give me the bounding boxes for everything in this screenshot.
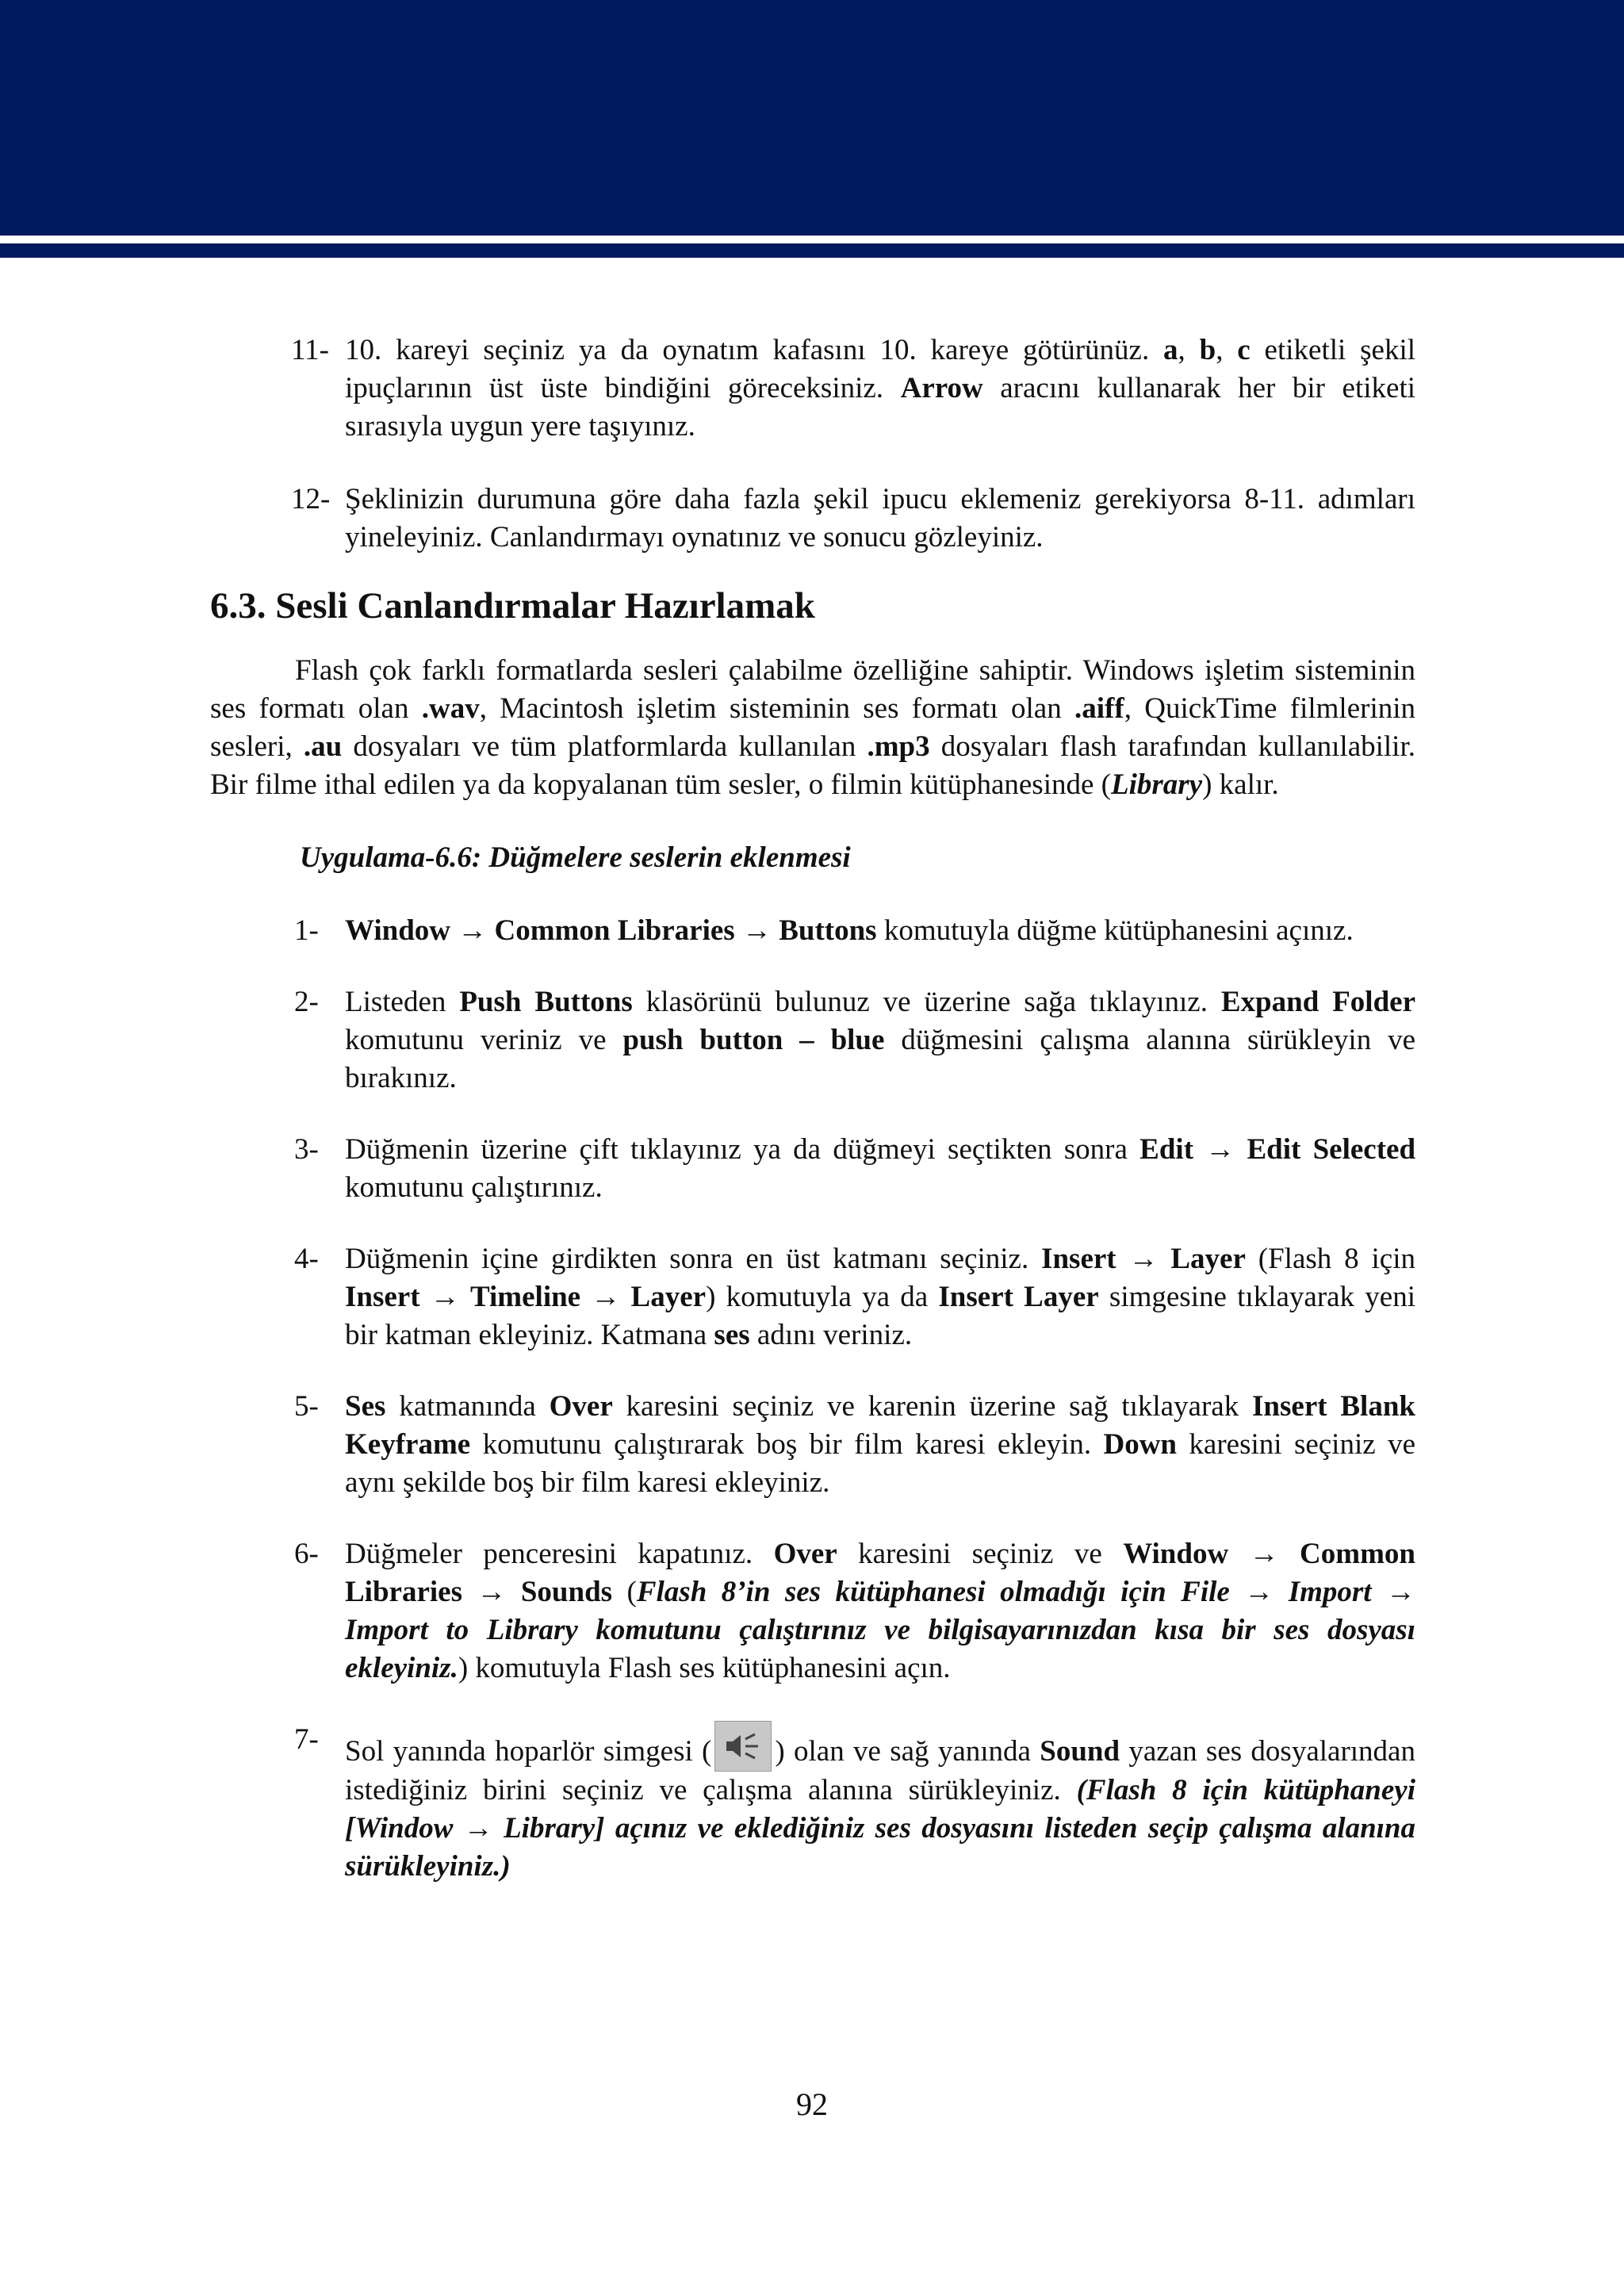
step-item bbox=[210, 1721, 1415, 1886]
step-text-after-icon: ) olan ve sağ yanında Sound yazan ses dosyalarından istediğiniz birini seçiniz ve çalışma alanına sürükleyiniz. (Flash 8 için kütüphaneyi [Window → Library] açınız ve eklediğiniz ses dosyasını listeden seçip çalışma alanına sürükleyiniz.) bbox=[345, 1735, 1416, 1883]
list-item bbox=[210, 481, 1415, 557]
step-number: 5- bbox=[294, 1390, 319, 1423]
list-item bbox=[210, 331, 1415, 446]
item-number: 11- bbox=[291, 334, 329, 366]
speaker-icon bbox=[714, 1721, 772, 1772]
step-number: 6- bbox=[294, 1538, 319, 1570]
section-heading: 6.3. Sesli Canlandırmalar Hazırlamak bbox=[210, 585, 815, 626]
item-number: 12- bbox=[291, 483, 331, 515]
header-divider bbox=[0, 236, 1624, 243]
page-number: 92 bbox=[796, 2086, 828, 2122]
step-number: 1- bbox=[294, 914, 319, 947]
step-item bbox=[210, 983, 1415, 1098]
item-text: Şeklinizin durumuna göre daha fazla şekil ipucu eklemeniz gerekiyorsa 8-11. adımları yineleyiniz. Canlandırmayı oynatınız ve sonucu gözleyiniz. bbox=[345, 483, 1415, 554]
step-text: Düğmenin üzerine çift tıklayınız ya da düğmeyi seçtikten sonra Edit → Edit Selected komutunu çalıştırınız. bbox=[345, 1133, 1416, 1204]
section-paragraph: Flash çok farklı formatlarda sesleri çalabilme özelliğine sahiptir. Windows işletim sisteminin ses formatı olan .wav, Macintosh işletim sisteminin ses formatı olan .aiff, QuickTime filmlerinin sesleri, .au dosyaları ve tüm platformlarda kullanılan .mp3 dosyaları flash tarafından kullanılabilir. Bir filme ithal edilen ya da kopyalanan tüm sesler, o filmin kütüphanesinde (Library) kalır. bbox=[210, 654, 1415, 801]
page-content bbox=[210, 331, 1415, 1886]
application-title: Uygulama-6.6: Düğmelere seslerin eklenmesi bbox=[300, 841, 851, 874]
step-text-before-icon: Sol yanında hoparlör simgesi ( bbox=[345, 1735, 712, 1768]
item-text: 10. kareyi seçiniz ya da oynatım kafasını 10. kareye götürünüz. a, b, c etiketli şekil ipuçlarının üst üste bindiğini göreceksiniz. Arrow aracını kullanarak her bir etiketi sırasıyla uygun yere taşıyınız. bbox=[345, 334, 1416, 442]
header-rule bbox=[0, 243, 1624, 258]
step-item bbox=[210, 912, 1415, 950]
step-text: Listeden Push Buttons klasörünü bulunuz ve üzerine sağa tıklayınız. Expand Folder komutunu veriniz ve push button – blue düğmesini çalışma alanına sürükleyin ve bırakınız. bbox=[345, 986, 1416, 1094]
step-text: Düğmeler penceresini kapatınız. Over karesini seçiniz ve Window → Common Libraries → Sounds (Flash 8’in ses kütüphanesi olmadığı için File → Import → Import to Library komutunu çalıştırınız ve bilgisayarınızdan kısa bir ses dosyası ekleyiniz.) komutuyla Flash ses kütüphanesini açın. bbox=[345, 1538, 1415, 1684]
header-band bbox=[0, 0, 1624, 236]
step-text: Window → Common Libraries → Buttons komutuyla düğme kütüphanesini açınız. bbox=[345, 914, 1354, 947]
step-text: Düğmenin içine girdikten sonra en üst katmanı seçiniz. Insert → Layer (Flash 8 için Insert → Timeline → Layer) komutuyla ya da Insert Layer simgesine tıklayarak yeni bir katman ekleyiniz. Katmana ses adını veriniz. bbox=[345, 1243, 1416, 1351]
step-text: Ses katmanında Over karesini seçiniz ve karenin üzerine sağ tıklayarak Insert Blank Keyframe komutunu çalıştırarak boş bir film karesi ekleyin. Down karesini seçiniz ve aynı şekilde boş bir film karesi ekleyiniz. bbox=[345, 1390, 1415, 1499]
step-number: 2- bbox=[294, 986, 319, 1018]
step-number: 7- bbox=[294, 1723, 319, 1756]
step-item bbox=[210, 1240, 1415, 1354]
step-item bbox=[210, 1388, 1415, 1502]
step-item bbox=[210, 1535, 1415, 1688]
step-number: 4- bbox=[294, 1243, 319, 1275]
step-number: 3- bbox=[294, 1133, 319, 1166]
step-item bbox=[210, 1131, 1415, 1207]
